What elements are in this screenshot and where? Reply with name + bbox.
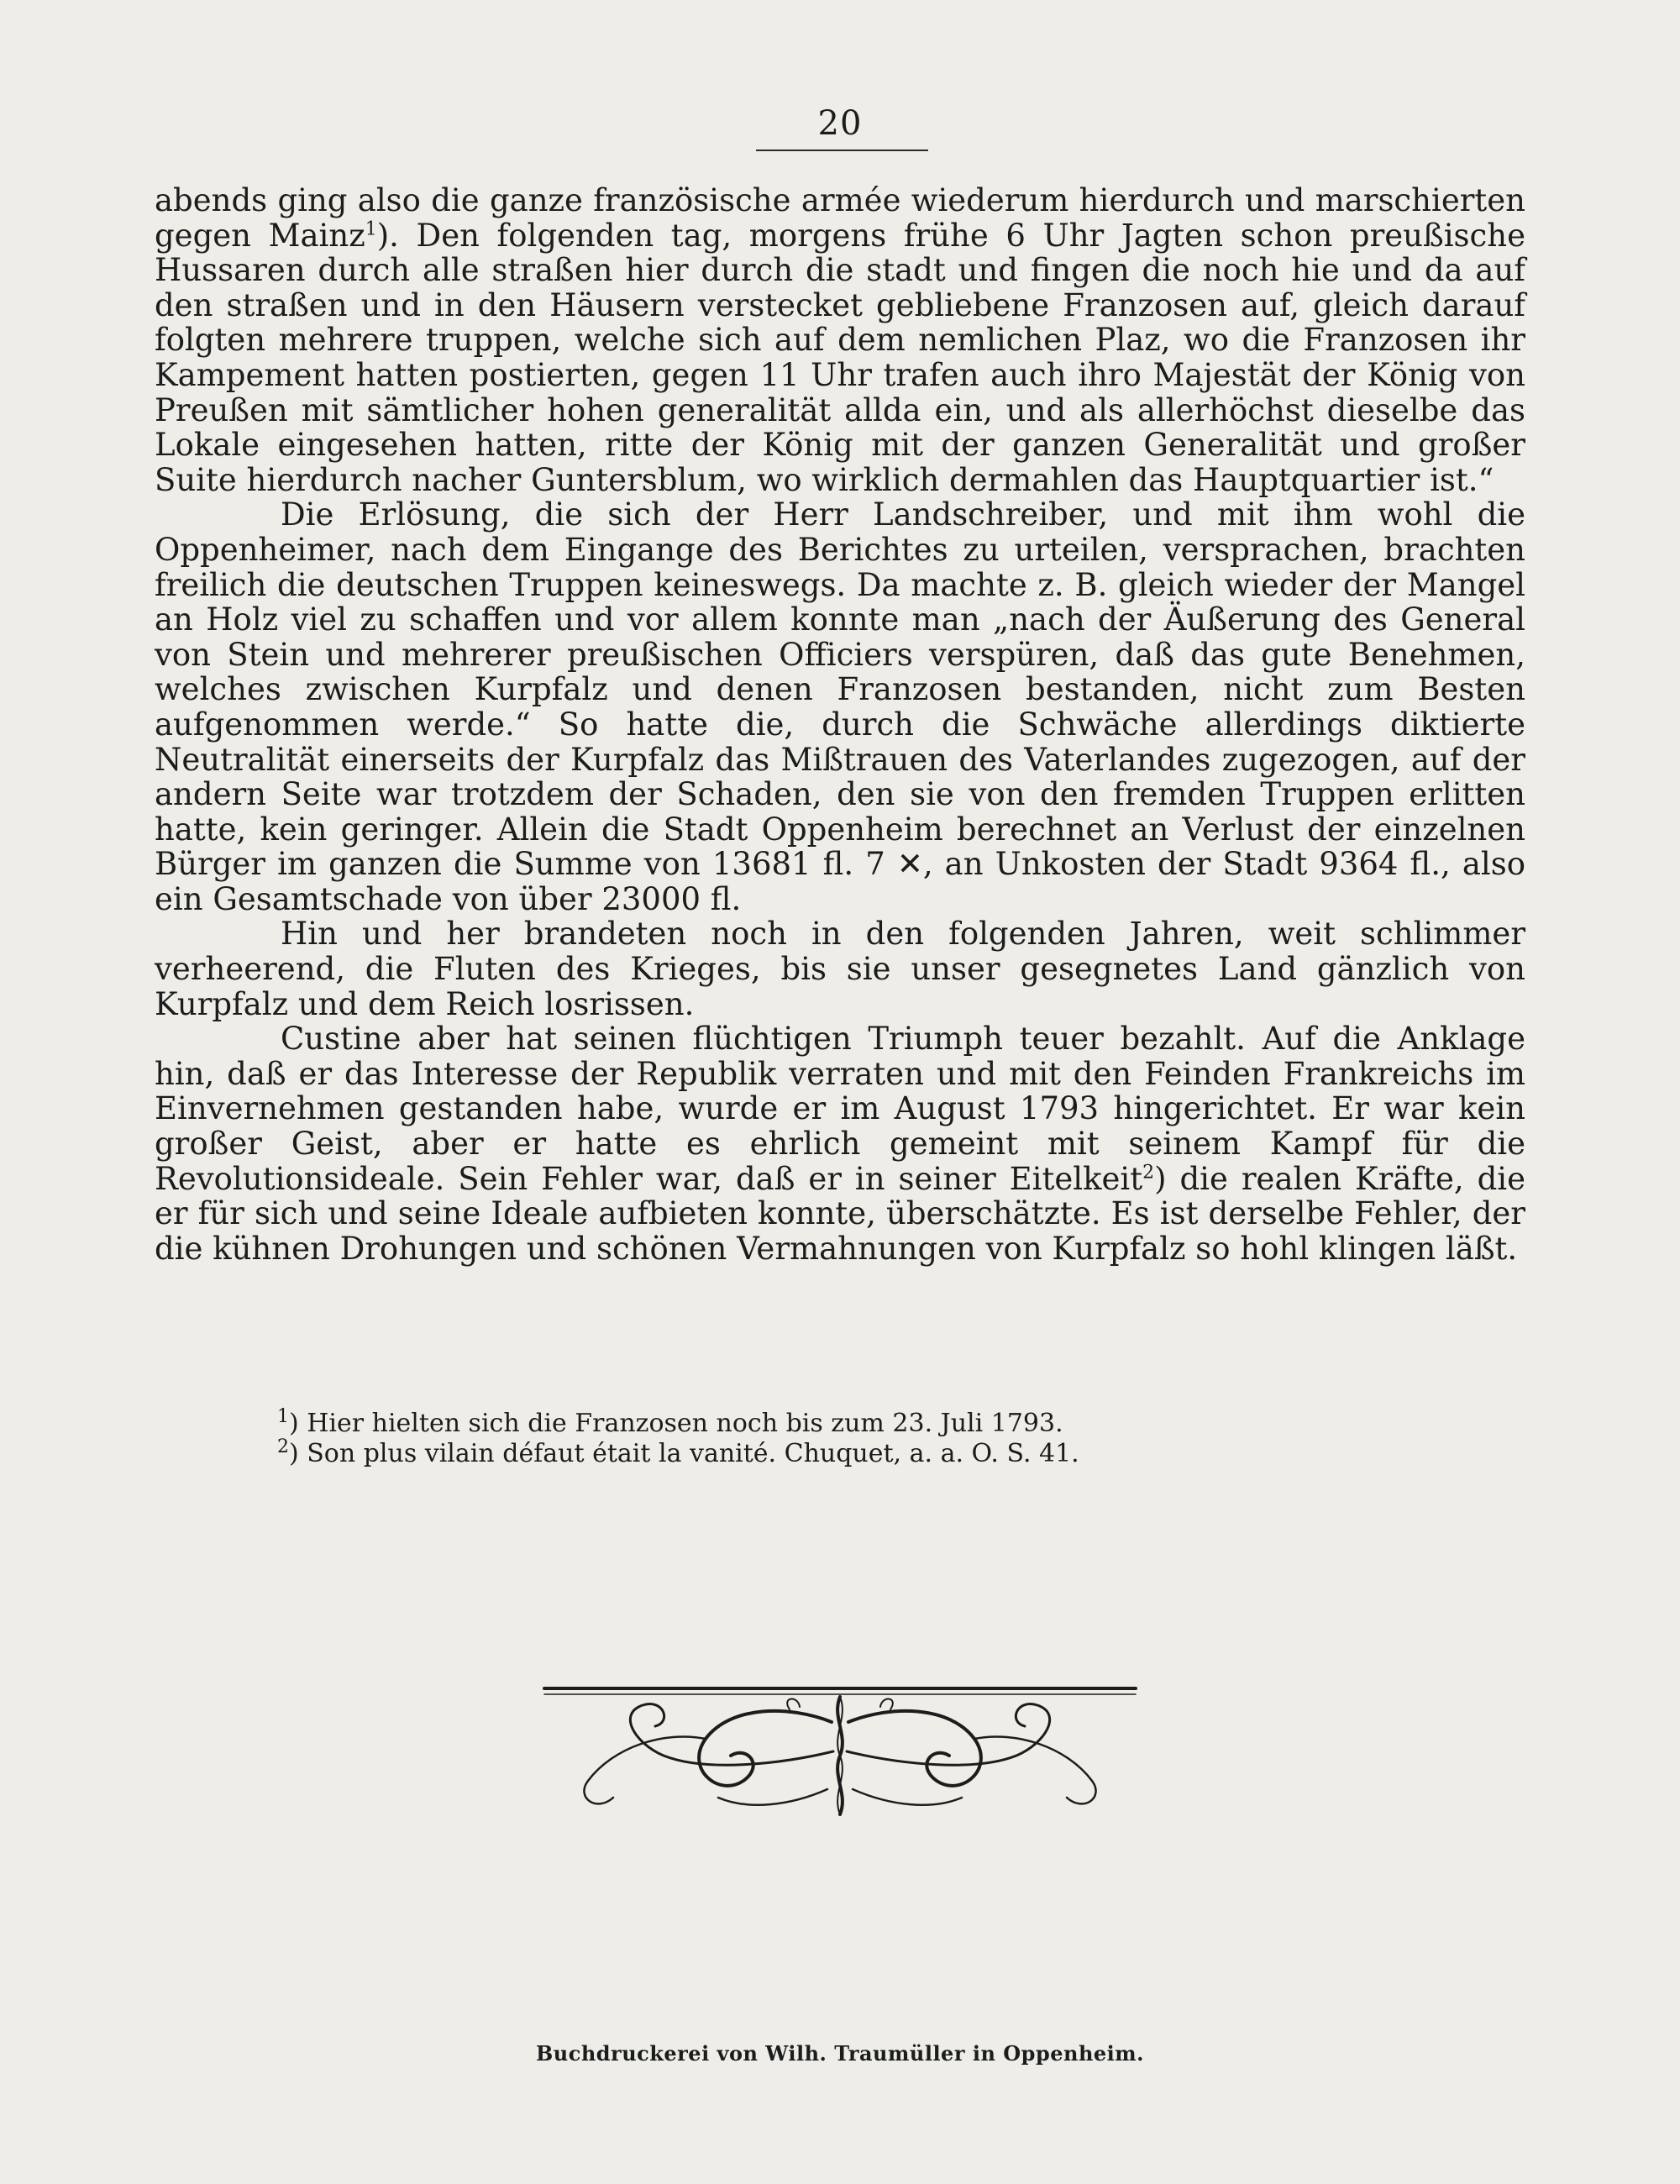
footnote-1-text: ) Hier hielten sich die Franzosen noch bis zum 23. Juli 1793.	[289, 1409, 1063, 1438]
body-text	[155, 183, 1525, 1266]
paragraph-1-rest: ). Den folgenden tag, morgens frühe 6 Uhr Jagten schon preußische Hussaren durch alle straßen hier durch die stadt und fingen die noch hie und da auf den straßen und in den Häusern verstecket gebliebene Franzosen auf, gleich darauf folgten mehrere truppen, welche sich auf dem nemlichen Plaz, wo die Franzosen ihr Kampement hatten postierten, gegen 11 Uhr trafen auch ihro Majestät der König von Preußen mit sämtlicher hohen generalität allda ein, und als allerhöchst dieselbe das Lokale eingesehen hatten, ritte der König mit der ganzen Generalität und großer Suite hierdurch nacher Guntersblum, wo wirklich dermahlen das Hauptquartier ist.“	[155, 217, 1525, 498]
footnotes	[277, 1406, 1520, 1469]
footnote-2	[277, 1436, 1520, 1469]
footnote-2-mark: 2	[277, 1436, 289, 1457]
paragraph-4	[155, 1021, 1525, 1266]
flourish-ornament	[538, 1672, 1142, 1823]
printer-imprint: Buchdruckerei von Wilh. Traumüller in Oppenheim.	[535, 2041, 1145, 2066]
footnote-1-mark: 1	[277, 1406, 289, 1427]
page-number-rule	[756, 150, 928, 151]
footnote-1	[277, 1406, 1520, 1439]
footnote-ref-1: 1	[365, 218, 377, 240]
paragraph-1	[155, 183, 1525, 497]
paragraph-4-rest: ) die realen Kräfte, die er für sich und seine Ideale aufbieten konnte, überschätzte. Es ist derselbe Fehler, der die kühnen Drohungen und schönen Vermahnungen von Kurpfalz so hohl klingen läßt.	[155, 1160, 1526, 1267]
paragraph-4-text: Custine aber hat seinen flüchtigen Triumph teuer bezahlt. Auf die Anklage hin, daß er das Interesse der Republik verraten und mit den Feinden Frankreichs im Einvernehmen gestanden habe, wurde er im August 1793 hingerichtet. Er war kein großer Geist, aber er hatte es ehrlich gemeint mit seinem Kampf für die Revolutionsideale. Sein Fehler war, daß er in seiner Eitelkeit	[155, 1021, 1525, 1197]
footnote-2-text: ) Son plus vilain défaut était la vanité. Chuquet, a. a. O. S. 41.	[289, 1439, 1079, 1468]
footnote-ref-2: 2	[1142, 1162, 1155, 1184]
page-number: 20	[817, 104, 863, 143]
paragraph-2: Die Erlösung, die sich der Herr Landschreiber, und mit ihm wohl die Oppenheimer, nach dem Eingange des Berichtes zu urteilen, versprachen, brachten freilich die deutschen Truppen keineswegs. Da machte z. B. gleich wieder der Mangel an Holz viel zu schaffen und vor allem konnte man „nach der Äußerung des General von Stein und mehrerer preußischen Officiers verspüren, daß das gute Benehmen, welches zwischen Kurpfalz und denen Franzosen bestanden, nicht zum Besten aufgenommen werde.“ So hatte die, durch die Schwäche allerdings diktierte Neutralität einerseits der Kurpfalz das Mißtrauen des Vaterlandes zugezogen, auf der andern Seite war trotzdem der Schaden, den sie von den fremden Truppen erlitten hatte, kein geringer. Allein die Stadt Oppenheim berechnet an Verlust der einzelnen Bürger im ganzen die Summe von 13681 fl. 7 ✕, an Unkosten der Stadt 9364 fl., also ein Gesamtschade von über 23000 fl.	[155, 496, 1525, 917]
paragraph-3: Hin und her brandeten noch in den folgenden Jahren, weit schlimmer verheerend, die Fluten des Krieges, bis sie unser gesegnetes Land gänzlich von Kurpfalz und dem Reich losrissen.	[155, 916, 1525, 1022]
paragraph-1-text: abends ging also die ganze französische armée wiederum hierdurch und marschierten gegen Mainz	[155, 182, 1525, 254]
